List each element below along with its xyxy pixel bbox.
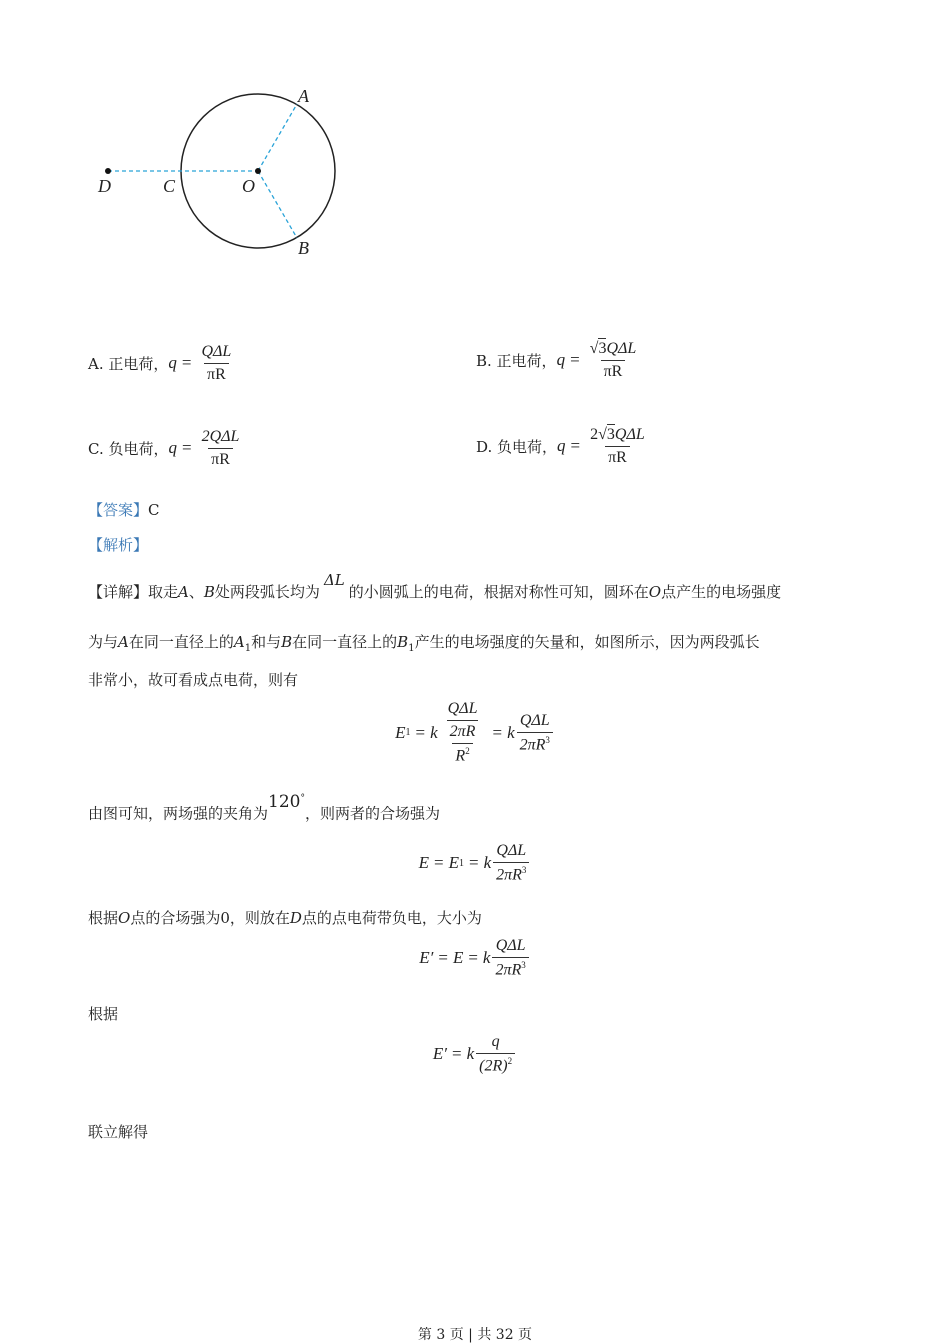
eq1-inner-fraction: $\frac{\text{QΔL}}{2\pi R}$	[447, 700, 478, 740]
label-a: A	[298, 86, 309, 106]
option-d-fraction: $\frac{\text{2√3QΔL}}{\pi R}$	[590, 425, 645, 466]
option-c-label: C. 负电荷，	[88, 439, 169, 458]
detail-line-2: 为与A在同一直径上的$A_1$和与B在同一直径上的$B_1$产生的电场强度的矢量和，如图所示，因为两段弧长	[88, 633, 760, 654]
label-c: C	[163, 176, 176, 196]
point-d	[105, 168, 111, 174]
option-b-label: B. 正电荷，	[476, 351, 557, 370]
option-b[interactable]: B. 正电荷， q = $\frac{\text{√3QΔL}}{\pi R}$	[476, 330, 641, 390]
line-d: 根据O点的合场强为0，则放在D点的点电荷带负电，大小为	[88, 909, 482, 927]
label-d: D	[98, 176, 111, 196]
eq3-fraction: $\frac{\text{QΔL}}{2\pi R^3}$	[492, 937, 528, 979]
option-a-label: A. 正电荷，	[88, 354, 169, 373]
option-d[interactable]: D. 负电荷， q = $\frac{\text{2√3QΔL}}{\pi R}$	[476, 416, 650, 476]
equation-4: E′ = k $\frac{q}{(2R)^2}$	[0, 1033, 950, 1075]
page-footer: 第 3 页 | 共 32 页	[417, 1327, 533, 1343]
analysis-line	[88, 533, 868, 557]
equation-2: E = E 1 = k $\frac{\text{QΔL}}{2\pi R^3}$	[0, 842, 950, 884]
eq2-fraction: $\frac{\text{QΔL}}{2\pi R^3}$	[493, 842, 529, 884]
equation-3: E′ = E = k $\frac{\text{QΔL}}{2\pi R^3}$	[0, 937, 950, 979]
eq4-fraction: $\frac{q}{(2R)^2}$	[476, 1033, 515, 1075]
analysis-tag: 【解析】	[88, 536, 149, 554]
line-gen: 根据	[88, 1005, 119, 1023]
dashed-line-oa	[258, 104, 297, 171]
angle-value: 120°	[268, 791, 305, 812]
detail-line-3: 非常小，故可看成点电荷，则有	[88, 671, 299, 689]
answer-tag: 【答案】	[88, 501, 149, 519]
label-o: O	[242, 176, 255, 196]
angle-line: 由图可知，两场强的夹角为120°，则两者的合场强为	[88, 791, 440, 823]
point-o	[255, 168, 261, 174]
sqrt-sign: √	[589, 339, 599, 357]
dashed-line-ob	[258, 171, 297, 238]
detail-line-1: 【详解】取走A、B处两段弧长均为ΔL的小圆弧上的电荷，根据对称性可知，圆环在O点产生的电场强度	[88, 571, 782, 601]
circle-diagram	[80, 80, 360, 270]
answer-line	[88, 498, 868, 522]
eq1-outer-fraction: $\frac{\frac{\text{QΔL}}{2\pi R}}{R^2}$	[440, 700, 486, 765]
option-b-fraction: $\frac{\text{√3QΔL}}{\pi R}$	[589, 339, 637, 380]
option-d-label: D. 负电荷，	[476, 437, 558, 456]
label-b: B	[298, 238, 309, 258]
eq1-rhs-fraction: $\frac{\text{QΔL}}{2\pi R^3}$	[517, 712, 553, 754]
line-solve: 联立解得	[88, 1123, 149, 1141]
answer-value: C	[148, 501, 160, 519]
equation-1: E 1 = k $\frac{\frac{\text{QΔL}}{2\pi R}}{R^2}$ = k $\frac{\text{QΔL}}{2\pi R^3}$	[0, 700, 950, 765]
option-a-fraction: $\frac{\text{QΔL}}{\pi R}$	[201, 342, 232, 383]
sqrt-sign: √	[598, 425, 607, 443]
option-c[interactable]: C. 负电荷， q = $\frac{\text{2QΔL}}{\pi R}$	[88, 418, 244, 478]
option-c-fraction: $\frac{\text{2QΔL}}{\pi R}$	[201, 427, 240, 468]
option-a[interactable]: A. 正电荷， q = $\frac{\text{QΔL}}{\pi R}$	[88, 333, 236, 393]
